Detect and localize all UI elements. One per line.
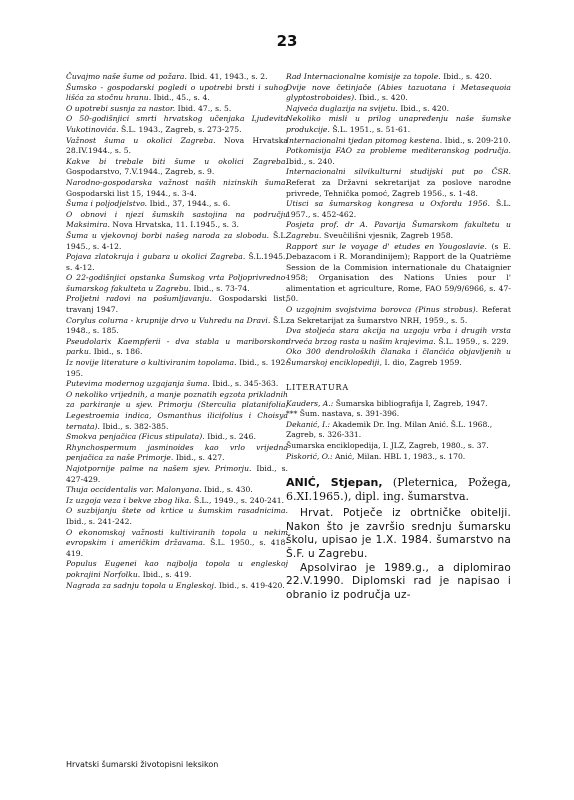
- bibliography-entry: [66, 273, 288, 294]
- entry-title: Najveća duglazija na svijetu.: [286, 103, 398, 113]
- entry-source: Gospodarski list, travanj 1947.: [66, 294, 288, 315]
- entry-title: Populus Eugenei kao najbolja topola u engleskoj pokrajini Norfolku.: [66, 559, 288, 579]
- entry-source: Š.L. 1945., s. 4-12.: [66, 230, 288, 251]
- bibliography-entry: [66, 390, 288, 432]
- literature-author: Kauders, A.:: [286, 398, 334, 408]
- footer-text: Hrvatski šumarski životopisni leksikon: [66, 760, 219, 769]
- entry-title: O uzgojnim svojstvima borovca (Pinus strobus).: [286, 305, 479, 315]
- entry-title: Putevima modernog uzgajanja šuma.: [66, 379, 210, 389]
- entry-source: Š.L.1945., s. 4-12.: [66, 252, 288, 272]
- right-entries: [286, 72, 511, 369]
- entry-source: Sveučilišni vjesnik, Zagreb 1958.: [323, 230, 454, 240]
- entry-source: Ibid., 45., s. 4.: [153, 93, 210, 103]
- bibliography-entry: [66, 157, 288, 178]
- literature-item: [286, 441, 511, 452]
- bibliography-entry: [66, 178, 288, 199]
- entry-source: Ibid., s. 345-363.: [212, 379, 279, 389]
- entry-source: Referat za Državni sekretarijat za poslove narodne privrede, Tehnička pomoć, Zagreb 1956., s. 1-48.: [286, 177, 511, 198]
- entry-title: Iz uzgoja veza i bekve zbog lika.: [66, 495, 192, 505]
- bibliography-entry: [66, 581, 288, 592]
- bibliography-entry: [286, 136, 511, 147]
- bibliography-entry: [66, 506, 288, 527]
- left-column: [66, 72, 288, 591]
- bibliography-entry: [286, 347, 511, 368]
- entry-title: Šumsko - gospodarski pogledi o upotrebi brsti i suhog lišća za stočnu hranu.: [66, 82, 288, 103]
- entry-title: O 50-godišnjici smrti hrvatskog učenjaka Ljudevita Vukotinovića.: [66, 114, 288, 134]
- entry-title: Rad Internacionalne komisije za topole.: [286, 72, 441, 81]
- entry-title: Corylus colurna - krupnije drvo u Vuhredu na Dravi.: [66, 315, 271, 325]
- entry-source: Ibid., s. 419-420.: [218, 580, 285, 590]
- literature-item: [286, 399, 511, 410]
- bibliography-entry: [66, 528, 288, 560]
- bibliography-entry: [66, 559, 288, 580]
- bibliography-entry: [66, 136, 288, 157]
- entry-title: Dvije nove četinjače (Abies tazuotana i Metasequoia glyptostroboides).: [286, 82, 511, 103]
- entry-source: Ibid., 37, 1944., s. 6.: [149, 199, 231, 209]
- bibliography-entry: [286, 114, 511, 135]
- entry-source: Š.L., 1949., s. 240-241.: [193, 495, 285, 505]
- bibliography-entry: [286, 83, 511, 104]
- entry-title: Iz novije literature o kultiviranim topolama.: [66, 358, 237, 368]
- bibliography-entry: [66, 379, 288, 390]
- bibliography-entry: [66, 464, 288, 485]
- entry-source: Ibid., s. 240.: [286, 156, 335, 166]
- right-column: [286, 72, 511, 602]
- entry-title: Potkomisija FAO za probleme mediteranskog područja.: [286, 146, 511, 156]
- bibliography-entry: [66, 496, 288, 507]
- bibliography-entry: [286, 305, 511, 326]
- entry-source: Š.L. 1950., s. 418-419.: [66, 538, 288, 558]
- entry-title: Thuja occidentalis var. Malonyana.: [66, 485, 202, 495]
- biography-details: (Pleternica, Požega, 6.XI.1965.), dipl. ing. šumarstva.: [286, 476, 511, 503]
- literature-item: [286, 420, 511, 441]
- literature-text: Akademik Dr. Ing. Milan Anić. Š.L. 1968., Zagreb, s. 326-331.: [286, 419, 493, 440]
- entry-source: (s E. Debazacom i R. Morandinijem); Rapport de la Quatrième Session de la Commision internationale du Chataignier 1958; Organisation des Nations Unies pour l' alimentation et agriculture, Rome, FAO 59/9/6966, s. 47-50.: [286, 241, 511, 304]
- bibliography-entry: [66, 83, 288, 104]
- bibliography-entry: [66, 72, 288, 83]
- entry-source: Ibid., s. 419.: [142, 569, 192, 579]
- bibliography-entry: [286, 220, 511, 241]
- entry-source: Ibid., s. 246.: [207, 432, 256, 442]
- literature-author: Dekanić, I.:: [286, 419, 331, 429]
- entry-source: Ibid., s. 192-195.: [66, 358, 288, 378]
- entry-title: Nagrada za sadnju topola u Engleskoj.: [66, 580, 217, 590]
- bibliography-entry: [66, 252, 288, 273]
- literature-list: [286, 399, 511, 463]
- literature-item: [286, 452, 511, 463]
- entry-source: Ibid., s. 73-74.: [193, 283, 250, 293]
- entry-source: Nova Hrvatska 28.IV.1944., s. 5.: [66, 135, 288, 156]
- bibliography-entry: [286, 326, 511, 347]
- bibliography-entry: [66, 231, 288, 252]
- bibliography-entry: [66, 210, 288, 231]
- entry-title: O nekoliko vrijednih, a manje poznatih egzota prikladnih za parkiranje u sjev. Primorju (Sterculia platanifolia, Legestroemia indica, Osmanthus ilicifolius i Choisya ternata).: [66, 389, 288, 431]
- bibliography-entry: [286, 146, 511, 167]
- literature-text: *** Šum. nastava, s. 391-396.: [286, 409, 400, 419]
- entry-source: Š.L. 1943., Zagreb, s. 273-275.: [121, 124, 242, 134]
- entry-title: Proljetni radovi na pošumljavanju.: [66, 294, 212, 304]
- entry-source: Nova Hrvatska, 11. I.1945., s. 3.: [112, 220, 239, 230]
- biography-surname: ANIĆ, Stjepan,: [286, 476, 383, 490]
- entry-source: Š.L. 1957., s. 452-462.: [286, 199, 511, 219]
- bibliography-entry: [286, 167, 511, 199]
- entry-source: Ibid., s. 241-242.: [66, 516, 132, 526]
- entry-title: Važnost šuma u okolici Zagreba.: [66, 135, 216, 145]
- entry-title: Internacionalni tjedan pitomog kestena.: [286, 135, 443, 145]
- entry-source: Š.L. 1948., s. 185.: [66, 315, 288, 336]
- entry-title: Rapport sur le voyage d' etudes en Yougoslavie.: [286, 241, 487, 251]
- entry-title: Internacionalni silvikulturni studijski put po ČSR.: [286, 167, 511, 177]
- entry-source: Š.L. 1951., s. 51-61.: [332, 124, 411, 134]
- entry-source: I. dio, Zagreb 1959.: [384, 358, 462, 368]
- entry-title: Kakve bi trebale biti šume u okolici Zagreba.: [66, 156, 288, 166]
- entry-source: Ibid., s. 420.: [359, 93, 408, 103]
- biography-paragraph: Apsolvirao je 1989.g., a diplomirao 22.V.1990. Diplomski rad je napisao i obranio iz područja uz-: [286, 561, 511, 601]
- entry-title: Oko 300 dendroloških članaka i članćića objavljenih u Šumarskoj enciklopediji,: [286, 347, 511, 368]
- literature-item: [286, 409, 511, 420]
- entry-title: O upotrebi susnja za nastor.: [66, 103, 176, 113]
- entry-source: Ibid., s. 430.: [204, 485, 253, 495]
- literature-text: Šumarska bibliografija I, Zagreb, 1947.: [335, 398, 488, 408]
- bibliography-entry: [66, 114, 288, 135]
- entry-title: Nekoliko misli u prilog unapređenju naše šumske produkcije.: [286, 114, 511, 134]
- entry-title: Smokva penjačica (Ficus stipulata).: [66, 432, 205, 442]
- bibliography-entry: [66, 358, 288, 379]
- entry-title: Pseudolarix Kaempferii - dva stabla u mariborskom parku.: [66, 336, 288, 357]
- entry-source: Ibid., s. 382-385.: [102, 421, 169, 431]
- bibliography-entry: [66, 104, 288, 115]
- bibliography-entry: [286, 242, 511, 306]
- entry-title: Najotpornije palme na našem sjev. Primorju.: [66, 463, 252, 473]
- entry-title: O suzbijanju štete od krtice u šumskim rasadnicima.: [66, 506, 288, 516]
- literature-text: Anić, Milan. HBL 1, 1983., s. 170.: [334, 451, 466, 461]
- bibliography-entry: [286, 72, 511, 83]
- bibliography-entry: [66, 199, 288, 210]
- page-number: 23: [276, 32, 298, 50]
- entry-source: Ibid., s. 420.: [443, 72, 492, 81]
- entry-title: Narodno-gospodarska važnost naših nizinskih šuma.: [66, 177, 288, 187]
- entry-title: Šuma i poljodjelstvo.: [66, 199, 148, 209]
- entry-title: Posjeta prof. dr A. Pavarija Šumarskom fakultetu u Zagrebu.: [286, 220, 511, 240]
- entry-title: O ekonomskoj važnosti kultiviranih topola u nekim evropskim i američkim državama.: [66, 527, 288, 548]
- bibliography-entry: [66, 337, 288, 358]
- bibliography-entry: [66, 443, 288, 464]
- bibliography-entry: [286, 104, 511, 115]
- biography-heading: [286, 476, 511, 503]
- entry-source: Ibid. 47., s. 5.: [177, 103, 232, 113]
- bibliography-entry: [66, 316, 288, 337]
- entry-source: Ibid., s. 186.: [93, 347, 143, 357]
- entry-title: Pojava zlatokruja i gubara u okolici Zagreba.: [66, 252, 246, 262]
- entry-source: Referat za Sekretarijat za šumarstvo NRH, 1959., s. 5.: [286, 305, 511, 325]
- bibliography-entry: [286, 199, 511, 220]
- bibliography-entry: [66, 432, 288, 443]
- entry-title: Dva stoljeća stara akcija na uzgoju vrba i drugih vrsta drveća brzog rasta u našim krajevima.: [286, 326, 511, 346]
- entry-source: Gospodarstvo, 7.V.1944., Zagreb, s. 9.: [66, 167, 215, 177]
- literature-author: Piskorić, O.:: [286, 451, 333, 461]
- entry-title: Šuma u vjekovnoj borbi našeg naroda za slobodu.: [66, 230, 270, 240]
- entry-source: Ibid., s. 427-429.: [66, 463, 288, 484]
- biography-paragraph: Hrvat. Potječe iz obrtničke obitelji. Nakon što je završio srednju šumarsku školu, upisao je 1.X. 1984. šumarstvo na Š.F. u Zagrebu.: [286, 507, 511, 560]
- bibliography-entry: [66, 485, 288, 496]
- entry-title: O obnovi i njezi šumskih sastojina na području Maksimira.: [66, 209, 288, 230]
- entry-title: Utisci sa šumarskog kongresa u Oxfordu 1956.: [286, 199, 491, 209]
- entry-source: Ibid., s. 427.: [175, 453, 225, 463]
- entry-title: Čuvajmo naše šume od požara.: [66, 72, 187, 81]
- entry-source: Š.L. 1959., s. 229.: [438, 336, 509, 346]
- entry-source: Ibid., s. 209-210.: [444, 135, 511, 145]
- literature-heading: LITERATURA: [286, 382, 349, 392]
- entry-source: Gospodarski list 15, 1944., s. 3-4.: [66, 188, 197, 198]
- entry-source: Ibid., s. 420.: [400, 103, 450, 113]
- entry-title: Rhynchospermum jasminoides kao vrlo vrijedna penjačica za naše Primorje.: [66, 442, 288, 463]
- entry-title: O 22-godišnjici opstanka Šumskog vrta Poljoprivredno-šumarskog fakulteta u Zagrebu.: [66, 273, 288, 293]
- literature-text: Šumarska enciklopedija, I. JLZ, Zagreb, 1980., s. 37.: [286, 441, 489, 450]
- entry-source: Ibid. 41, 1943., s. 2.: [189, 72, 268, 81]
- bibliography-entry: [66, 294, 288, 315]
